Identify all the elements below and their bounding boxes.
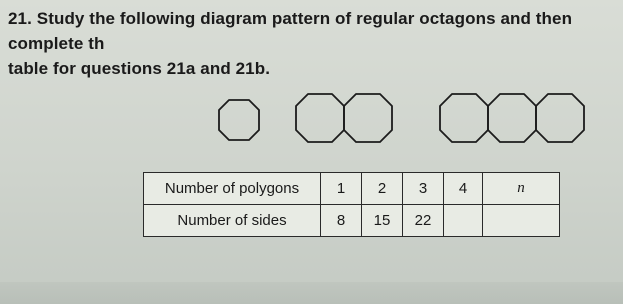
octagon-group-2 bbox=[296, 94, 392, 142]
table-cell-empty[interactable] bbox=[483, 205, 560, 237]
question-line-1: 21. Study the following diagram pattern of regular octagons and then complete th bbox=[8, 9, 573, 53]
octagon bbox=[296, 94, 344, 142]
octagon bbox=[219, 100, 259, 140]
question-line-2: table for questions 21a and 21b. bbox=[8, 59, 271, 78]
table-row bbox=[144, 205, 560, 237]
octagon bbox=[344, 94, 392, 142]
table-cell: 15 bbox=[362, 205, 403, 237]
page-bottom-edge bbox=[0, 282, 623, 304]
octagon-group-3 bbox=[440, 94, 584, 142]
row-header-polygons: Number of polygons bbox=[144, 173, 321, 205]
table-cell: 4 bbox=[444, 173, 483, 205]
question-text bbox=[8, 6, 623, 81]
table-cell: 2 bbox=[362, 173, 403, 205]
row-header-sides: Number of sides bbox=[144, 205, 321, 237]
octagon-group-1 bbox=[219, 100, 259, 140]
octagon bbox=[536, 94, 584, 142]
pattern-table bbox=[143, 172, 560, 237]
table-cell-empty[interactable] bbox=[444, 205, 483, 237]
table-cell: 22 bbox=[403, 205, 444, 237]
table-cell: 3 bbox=[403, 173, 444, 205]
octagon-pattern-diagram bbox=[200, 88, 610, 152]
octagon-pattern-svg bbox=[200, 88, 610, 152]
table-cell: n bbox=[483, 173, 560, 205]
table-cell: 8 bbox=[321, 205, 362, 237]
octagon bbox=[488, 94, 536, 142]
table-cell: 1 bbox=[321, 173, 362, 205]
octagon bbox=[440, 94, 488, 142]
table-row bbox=[144, 173, 560, 205]
